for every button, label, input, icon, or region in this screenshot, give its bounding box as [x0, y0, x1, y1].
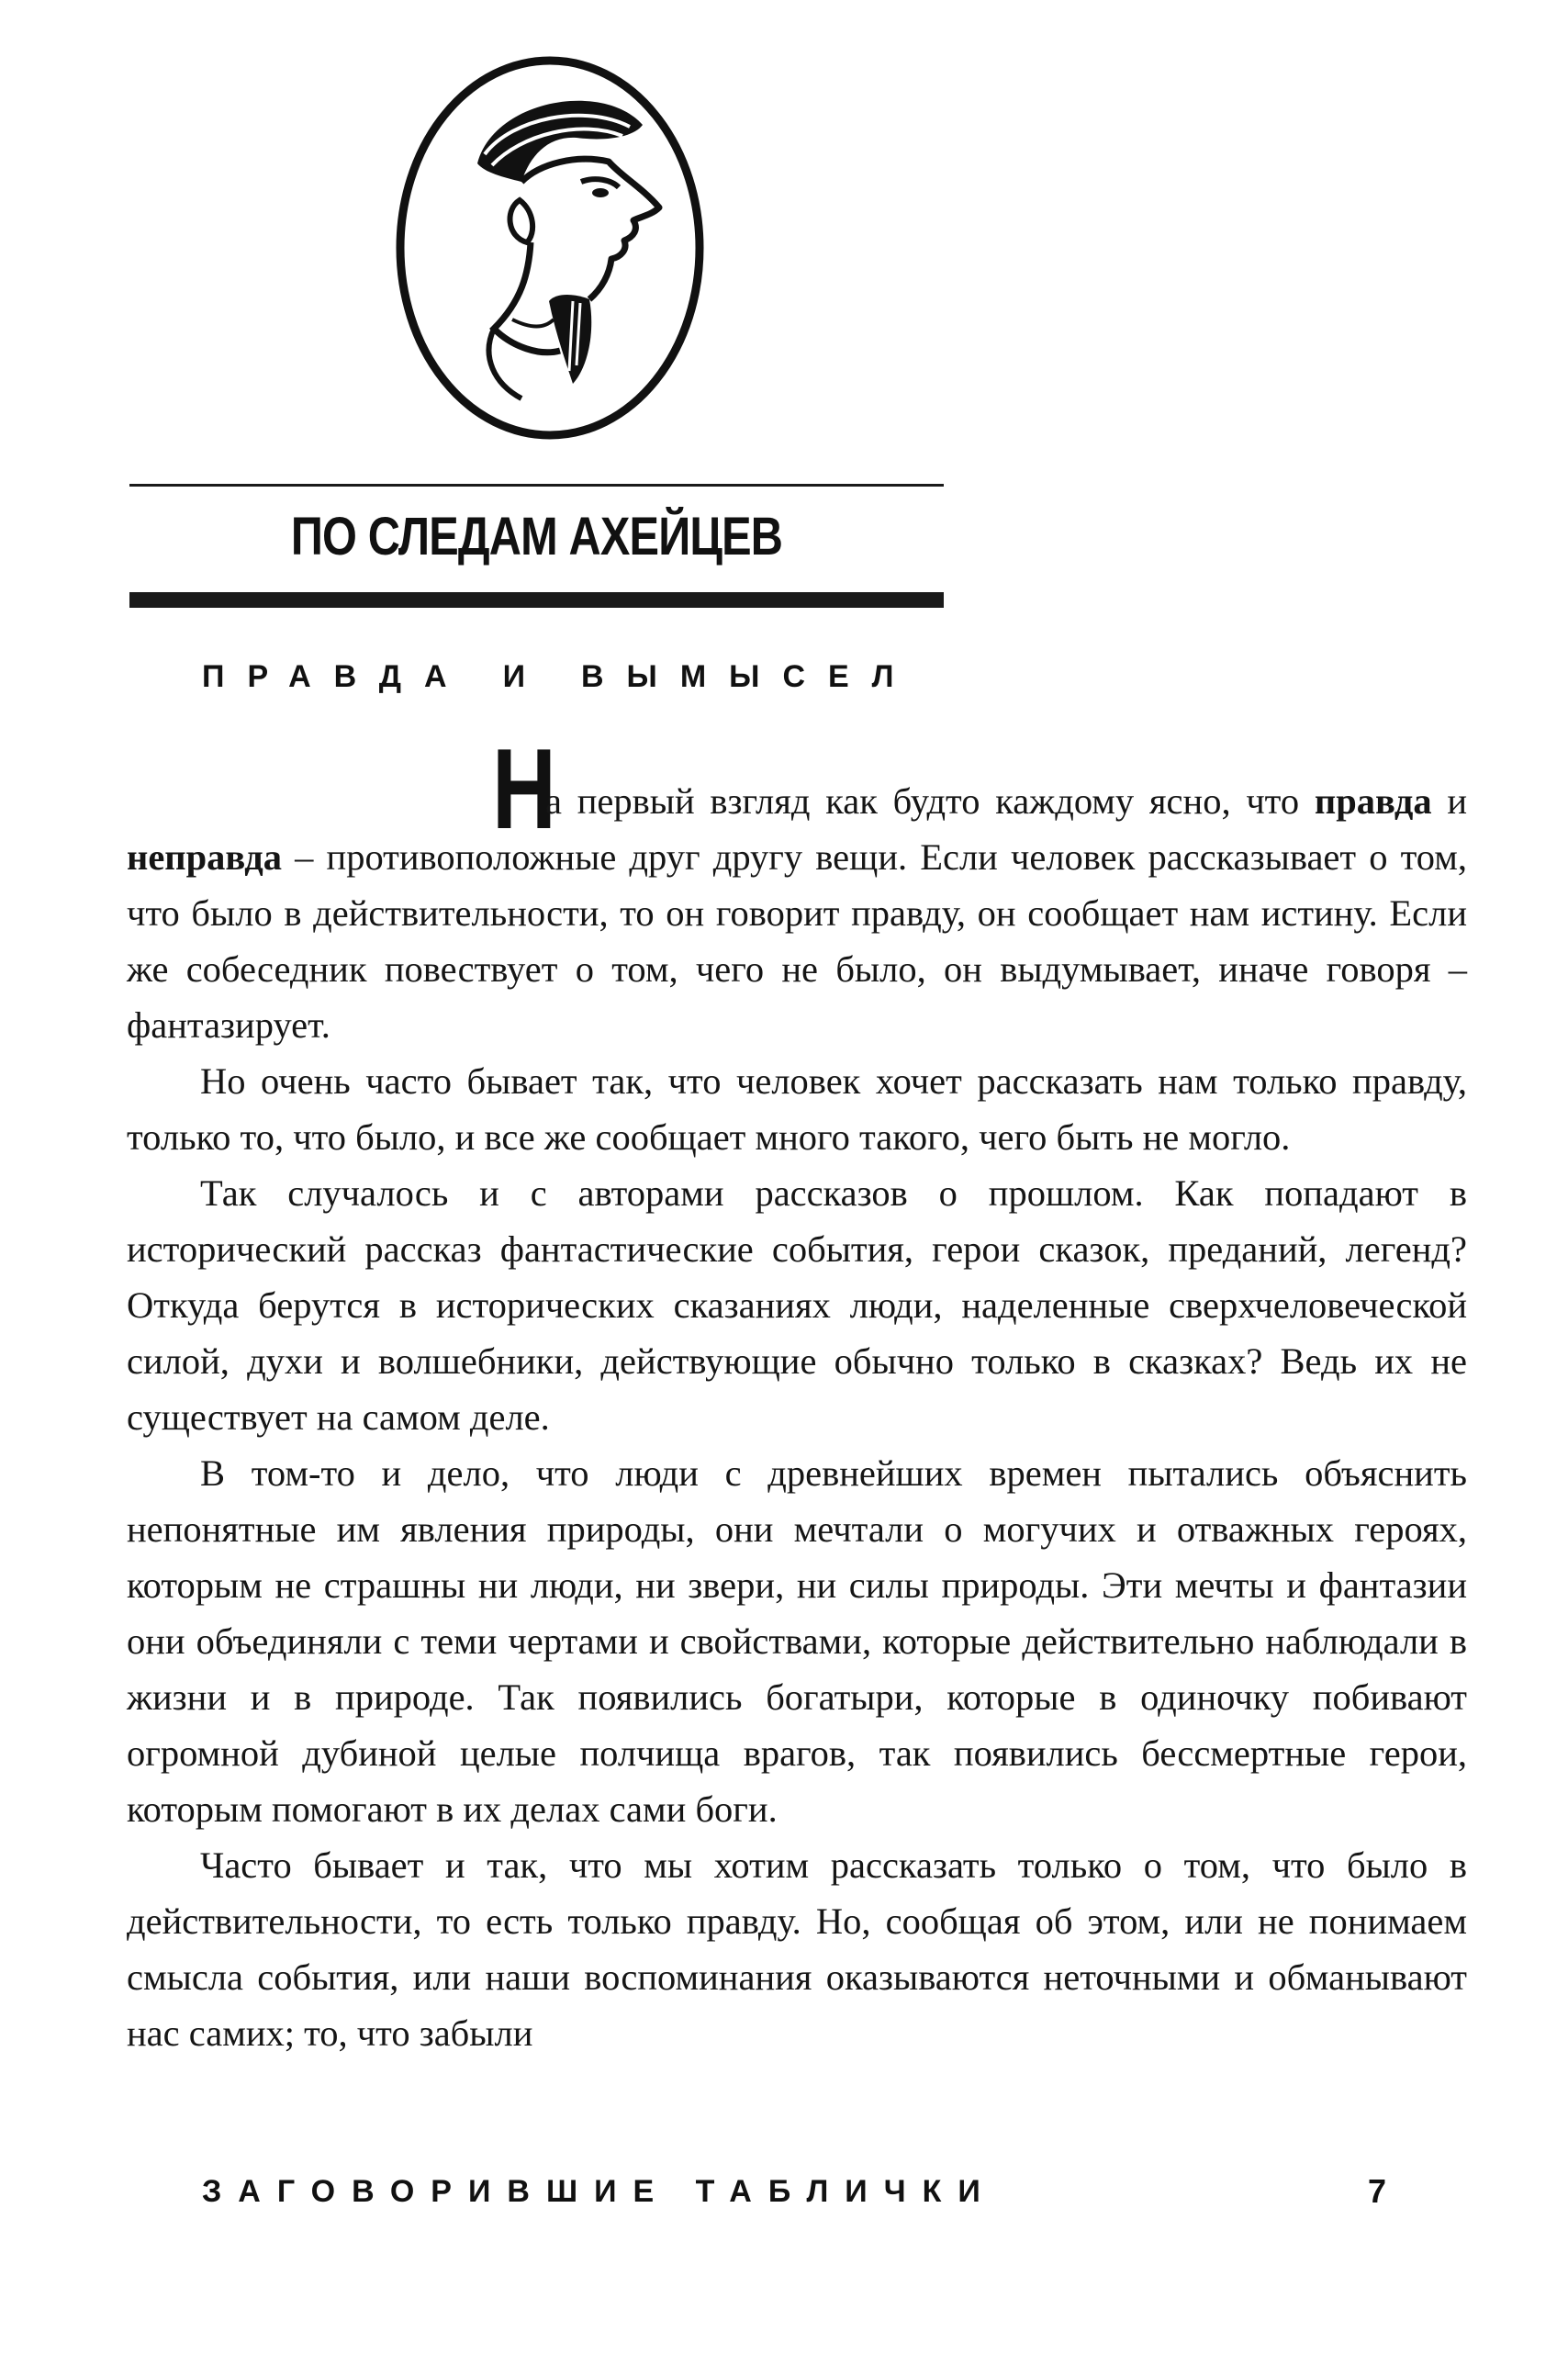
paragraph	[127, 773, 1467, 1053]
subtitle-word: ВЫМЫСЕЛ	[581, 659, 917, 694]
paragraph: В том-то и дело, что люди с древнейших времен пытались объяснить непонятные им явления природы, они мечтали о могучих и отважных героях, которым не страшны ни люди, ни звери, ни силы природы. Эти мечты и фантазии они объединяли с теми чертами и свойствами, которые действительно наблюдали в жизни и в природе. Так появились богатыри, которые в одиночку побивают огромной дубиной целые полчища врагов, так появились бессмертные герои, которым помогают в их делах сами боги.	[127, 1452, 1467, 1830]
paragraph: Часто бывает и так, что мы хотим рассказать только о том, что было в действительности, то есть только правду. Но, сообщая об этом, или не понимаем смысла события, или наши воспоминания оказываются неточными и обманывают нас самих; то, что забыли	[127, 1844, 1467, 2054]
paragraph: Но очень часто бывает так, что человек хочет рассказать нам только правду, только то, что было, и все же сообщает много такого, чего быть не могло.	[127, 1060, 1467, 1158]
coin-portrait-medallion	[393, 53, 707, 443]
chapter-title: ПО СЛЕДАМ АХЕЙЦЕВ	[290, 507, 783, 566]
section-subtitle	[202, 659, 917, 695]
drop-cap: Н	[492, 726, 556, 853]
term-truth: правда	[1314, 780, 1432, 822]
subtitle-word: ПРАВДА	[202, 659, 470, 694]
paragraph-text: – противоположные друг другу вещи. Если человек рассказывает о том, что было в действительности, то он говорит правду, он сообщает нам истину. Если же собеседник повествует о том, чего не было, он выдумывает, иначе говоря – фантазирует.	[127, 836, 1467, 1046]
title-rule-top	[129, 484, 944, 487]
page-number: 7	[1368, 2172, 1387, 2210]
term-untruth: неправда	[127, 836, 283, 878]
first-line-text: а первый взгляд как будто каждому ясно, что	[545, 780, 1300, 822]
running-footer-title: ЗАГОВОРИВШИЕ ТАБЛИЧКИ	[202, 2174, 997, 2209]
conjunction-text: и	[1431, 780, 1467, 822]
paragraph: Так случалось и с авторами рассказов о прошлом. Как попадают в исторический рассказ фантастические события, герои сказок, преданий, легенд? Откуда берутся в исторических сказаниях люди, наделенные сверхчеловеческой силой, духи и волшебники, действующие обычно только в сказках? Ведь их не существует на самом деле.	[127, 1172, 1467, 1438]
title-rule-bottom	[129, 592, 944, 608]
subtitle-word: И	[502, 659, 548, 694]
body-text	[127, 773, 1467, 2061]
